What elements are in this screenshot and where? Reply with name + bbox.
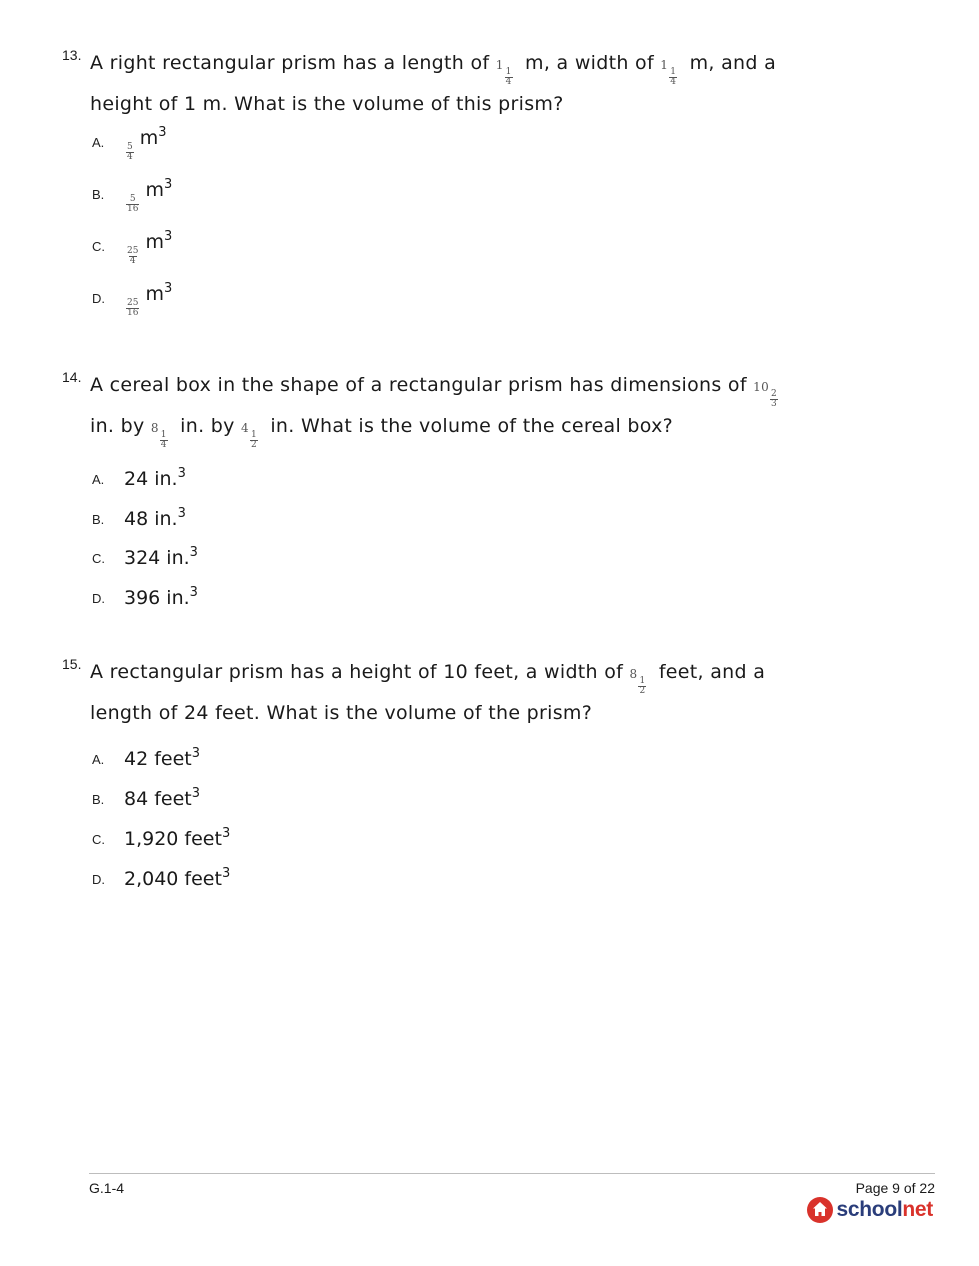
page-number: Page 9 of 22 [855, 1180, 935, 1196]
schoolnet-logo: schoolnet [806, 1196, 934, 1224]
footer-divider [89, 1173, 935, 1174]
question-number: 15. [62, 656, 82, 672]
mixed-fraction: 8 $\frac{1}{4}$ [150, 421, 167, 450]
mixed-fraction: 4 $\frac{1}{2}$ [241, 421, 257, 450]
question-number: 14. [62, 369, 82, 385]
question-stem: A rectangular prism has a height of 10 feet, a width of 8 $\frac{1}{2}$ feet, and a length of 24 feet. What is the volume of the prism? [90, 661, 766, 724]
mixed-fraction: 1 $\frac{1}{4}$ [660, 58, 677, 87]
question-number: 13. [62, 47, 82, 63]
question-15: 15. A rectangular prism has a height of 10 feet, a width of 8 $\frac{1}{2}$ feet, and a length of 24 feet. What is the volume of the prism? A. 42 feet$^3$ B. 84 feet$^3$ C. 1,920 feet$^3$ D. 2,040 feet$^3$ [62, 655, 822, 730]
question-stem: A cereal box in the shape of a rectangular prism has dimensions of 10 $\frac{2}{3}$ in. by 8 $\frac{1}{4}$ in. by 4 $\frac{1}{2}$ in. What is the volume of the cereal box? [90, 368, 822, 450]
mixed-fraction: 1 $\frac{1}{4}$ [495, 58, 512, 87]
house-icon [806, 1196, 834, 1224]
question-stem: A right rectangular prism has a length of 1 $\frac{1}{4}$ m, a width of 1 $\frac{1}{4}$ m, and a height of 1 m. What is the volume of this prism? [90, 52, 777, 115]
standard-code: G.1-4 [89, 1180, 125, 1196]
question-13: 13. A right rectangular prism has a length of 1 $\frac{1}{4}$ m, a width of 1 $\frac{1}{4}$ m, and a height of 1 m. What is the volume of this prism? A. $\frac{5}{4}$ $m^3$ B. $\frac{5}{16}$ $m^3$ C. $\frac{25}{4}$ $m^3$ D. $\frac{25}{16}$ $m^3$ [62, 46, 822, 121]
mixed-fraction: 8 $\frac{1}{2}$ [629, 667, 646, 696]
question-14: 14. A cereal box in the shape of a rectangular prism has dimensions of 10 $\frac{2}{3}$ in. by 8 $\frac{1}{4}$ in. by 4 $\frac{1}{2}$ in. What is the volume of the cereal box? A. 24 in.$^3$ B. 48 in.$^3$ C. 324 in.$^3$ D. 396 in.$^3$ [62, 368, 822, 450]
mixed-fraction: 10 $\frac{2}{3}$ [753, 380, 778, 409]
